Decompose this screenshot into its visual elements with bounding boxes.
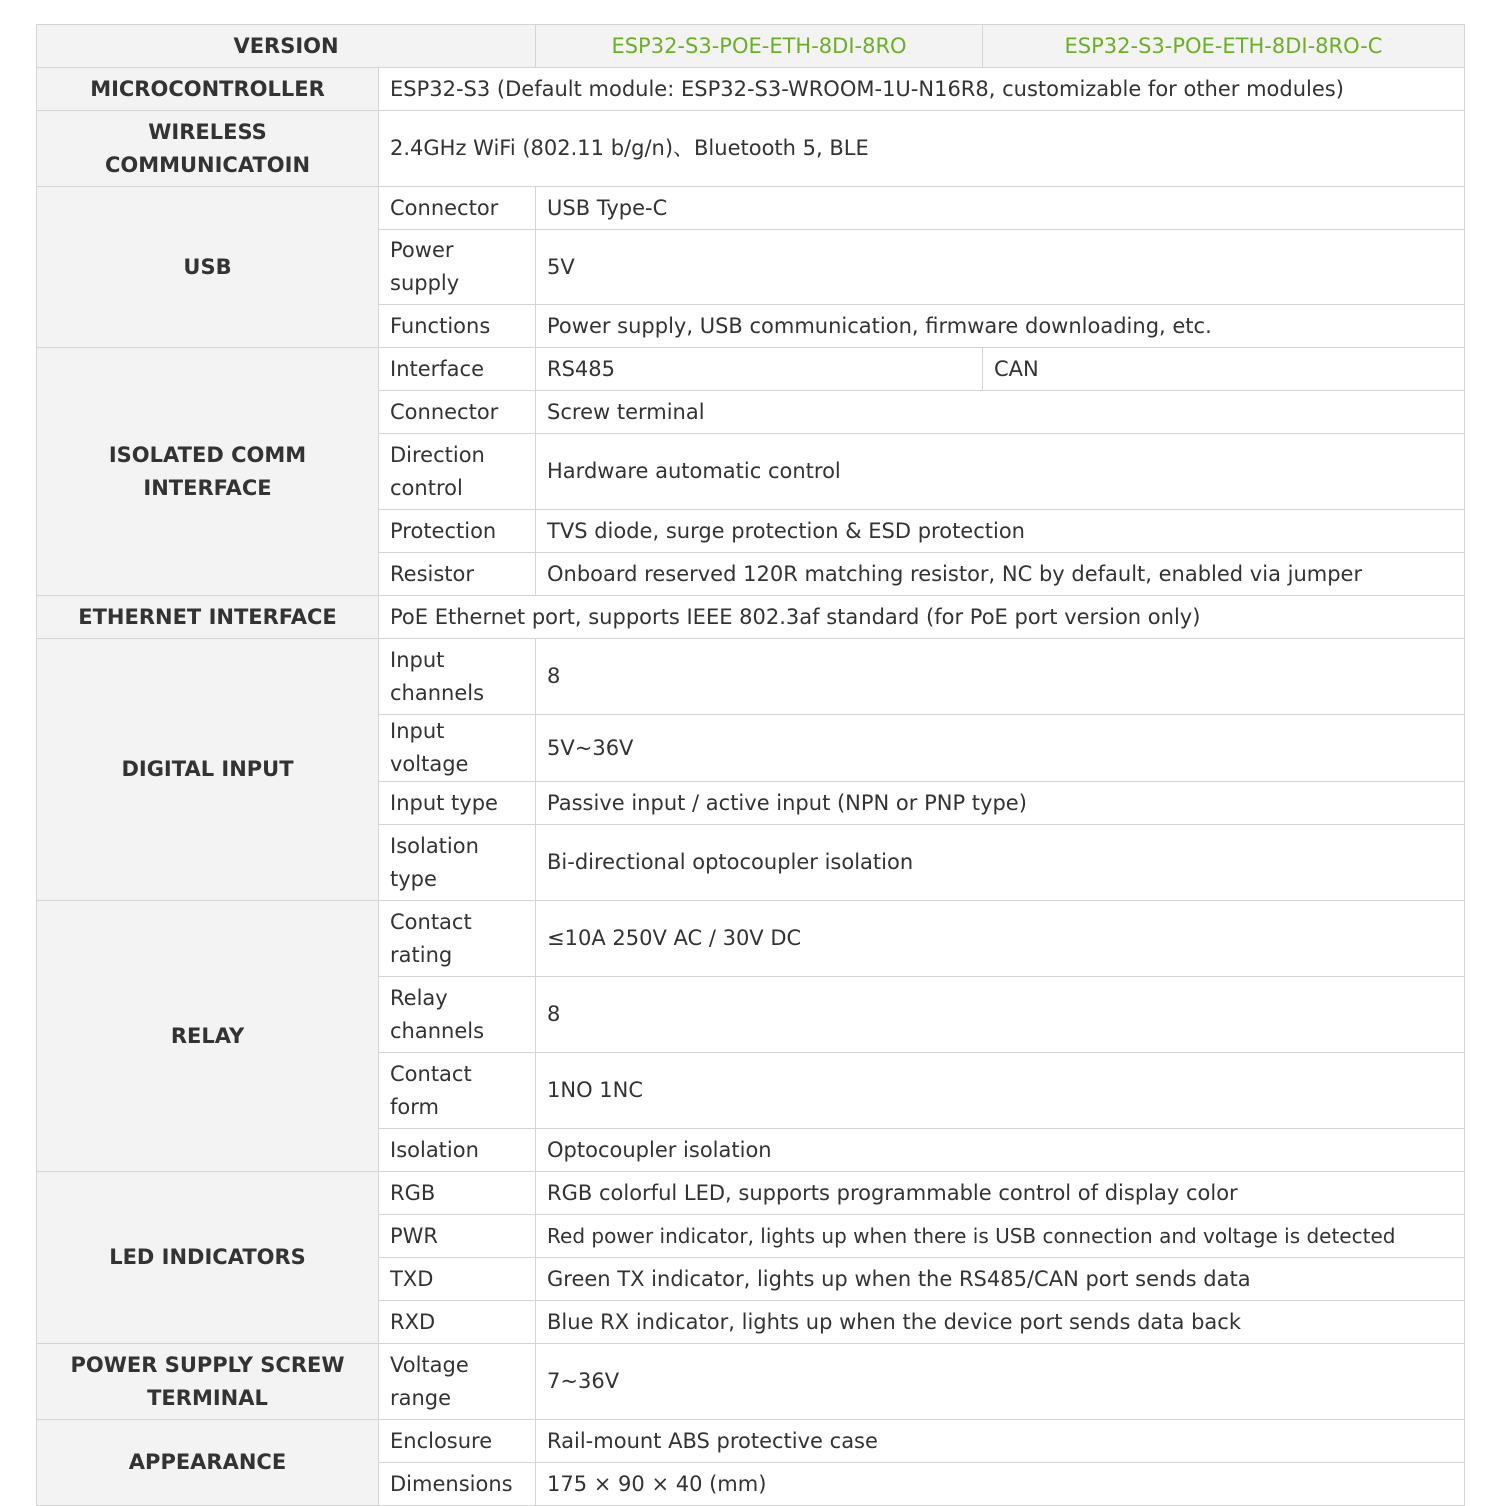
row-label: Isolation type [379, 825, 536, 901]
row-value: Power supply, USB communication, firmware downloading, etc. [536, 305, 1465, 348]
row-label: Functions [379, 305, 536, 348]
row-label: RGB [379, 1172, 536, 1215]
row-label: Input type [379, 782, 536, 825]
row-label: Interface [379, 348, 536, 391]
category-wireless: WIRELESS COMMUNICATOIN [37, 111, 379, 187]
interface-can: CAN [983, 348, 1465, 391]
row-label: Resistor [379, 553, 536, 596]
row-value: 5V [536, 230, 1465, 305]
row-value: Hardware automatic control [536, 434, 1465, 510]
row-value: Rail-mount ABS protective case [536, 1420, 1465, 1463]
category-digital-input: DIGITAL INPUT [37, 639, 379, 901]
row-label: Direction control [379, 434, 536, 510]
category-appearance: APPEARANCE [37, 1420, 379, 1506]
row-label: Power supply [379, 230, 536, 305]
row-value: Screw terminal [536, 391, 1465, 434]
wireless-value: 2.4GHz WiFi (802.11 b/g/n)、Bluetooth 5, BLE [379, 111, 1465, 187]
row-label: Input channels [379, 639, 536, 715]
version-name-1: ESP32-S3-POE-ETH-8DI-8RO [536, 25, 983, 68]
table-row [37, 1344, 1465, 1420]
row-label: PWR [379, 1215, 536, 1258]
row-value: 175 × 90 × 40 (mm) [536, 1463, 1465, 1506]
table-row [37, 68, 1465, 111]
row-label: Dimensions [379, 1463, 536, 1506]
spec-table [36, 24, 1465, 1506]
table-row [37, 348, 1465, 391]
table-row [37, 596, 1465, 639]
version-name-2: ESP32-S3-POE-ETH-8DI-8RO-C [983, 25, 1465, 68]
row-value: Optocoupler isolation [536, 1129, 1465, 1172]
row-label: Connector [379, 391, 536, 434]
category-comm: ISOLATED COMM INTERFACE [37, 348, 379, 596]
row-value: Onboard reserved 120R matching resistor, NC by default, enabled via jumper [536, 553, 1465, 596]
row-value: ≤10A 250V AC / 30V DC [536, 901, 1465, 977]
table-row [37, 639, 1465, 715]
row-label: Isolation [379, 1129, 536, 1172]
row-label: TXD [379, 1258, 536, 1301]
table-row [37, 111, 1465, 187]
row-value: TVS diode, surge protection & ESD protection [536, 510, 1465, 553]
ethernet-value: PoE Ethernet port, supports IEEE 802.3af standard (for PoE port version only) [379, 596, 1465, 639]
table-row [37, 901, 1465, 977]
category-microcontroller: MICROCONTROLLER [37, 68, 379, 111]
row-label: Relay channels [379, 977, 536, 1053]
row-value: USB Type-C [536, 187, 1465, 230]
category-led: LED INDICATORS [37, 1172, 379, 1344]
row-value: Green TX indicator, lights up when the RS485/CAN port sends data [536, 1258, 1465, 1301]
row-value: 1NO 1NC [536, 1053, 1465, 1129]
category-usb: USB [37, 187, 379, 348]
category-ethernet: ETHERNET INTERFACE [37, 596, 379, 639]
row-value: Red power indicator, lights up when there is USB connection and voltage is detected [536, 1215, 1465, 1258]
row-label: Enclosure [379, 1420, 536, 1463]
row-value: 8 [536, 639, 1465, 715]
row-value: Passive input / active input (NPN or PNP type) [536, 782, 1465, 825]
category-power-terminal: POWER SUPPLY SCREW TERMINAL [37, 1344, 379, 1420]
row-label: Protection [379, 510, 536, 553]
row-value: Blue RX indicator, lights up when the device port sends data back [536, 1301, 1465, 1344]
table-row [37, 25, 1465, 68]
row-value: RGB colorful LED, supports programmable control of display color [536, 1172, 1465, 1215]
row-label: Contact form [379, 1053, 536, 1129]
row-label: Contact rating [379, 901, 536, 977]
interface-rs485: RS485 [536, 348, 983, 391]
table-row [37, 187, 1465, 230]
table-row [37, 1420, 1465, 1463]
row-label: Voltage range [379, 1344, 536, 1420]
version-label: VERSION [37, 25, 536, 68]
row-value: 5V~36V [536, 715, 1465, 782]
category-relay: RELAY [37, 901, 379, 1172]
row-label: RXD [379, 1301, 536, 1344]
row-value: 7~36V [536, 1344, 1465, 1420]
table-row [37, 1172, 1465, 1215]
microcontroller-value: ESP32-S3 (Default module: ESP32-S3-WROOM-1U-N16R8, customizable for other modules) [379, 68, 1465, 111]
row-value: 8 [536, 977, 1465, 1053]
row-label: Input voltage [379, 715, 536, 782]
row-label: Connector [379, 187, 536, 230]
row-value: Bi-directional optocoupler isolation [536, 825, 1465, 901]
